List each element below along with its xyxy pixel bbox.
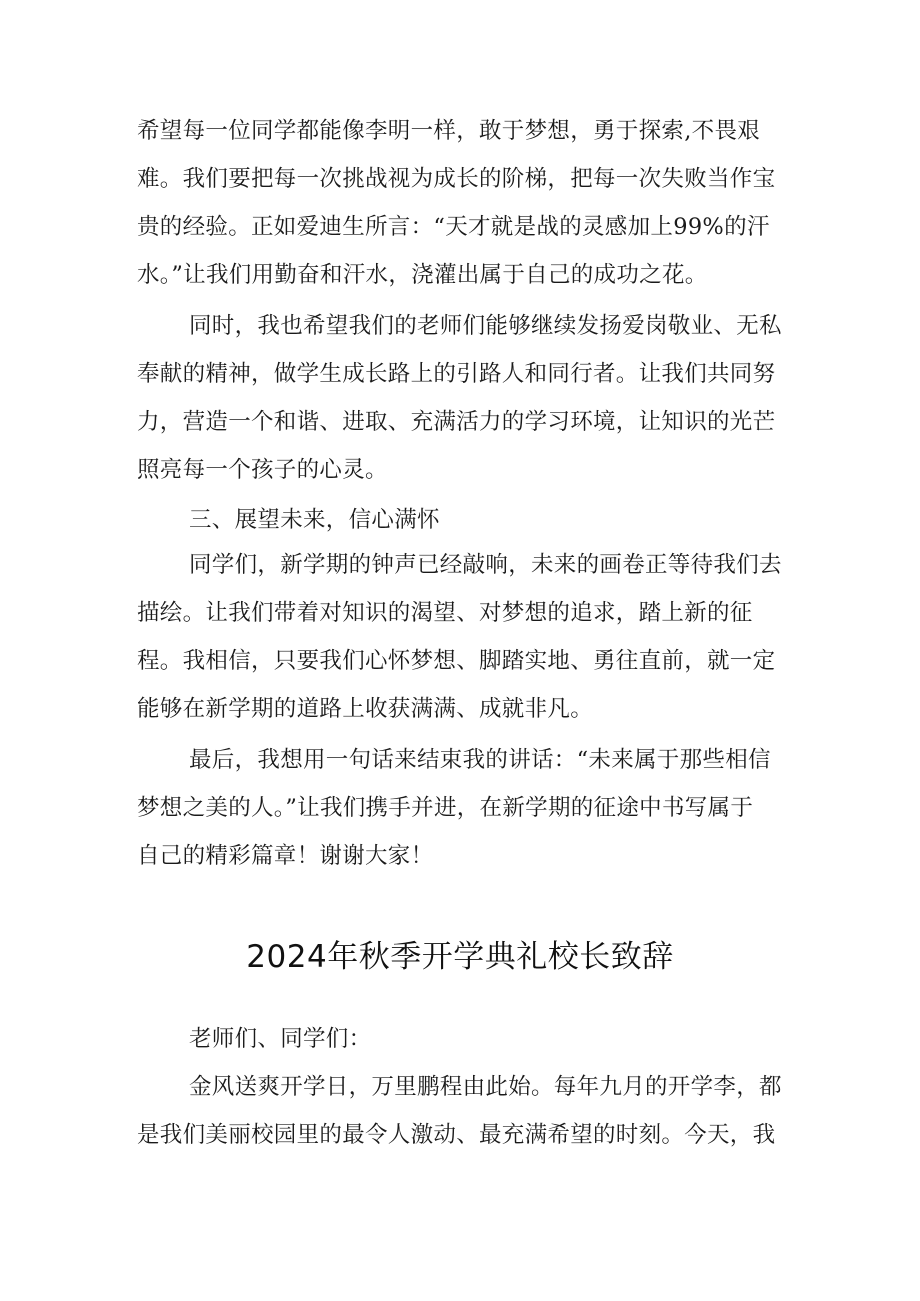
paragraph-line: 希望每一位同学都能像李明一样，敢于梦想，勇于探索,不畏艰	[137, 118, 761, 144]
greeting: 老师们、同学们：	[189, 1026, 372, 1052]
paragraph-line: 自己的精彩篇章！谢谢大家！	[137, 843, 434, 869]
paragraph-line: 难。我们要把每一次挑战视为成长的阶梯，把每一次失败当作宝	[137, 166, 776, 192]
paragraph-line: 是我们美丽校园里的最令人激动、最充满希望的时刻。今天，我	[137, 1122, 776, 1148]
paragraph-line: 金风送爽开学日，万里鹏程由此始。每年九月的开学李，都	[189, 1074, 782, 1100]
paragraph-line: 同时，我也希望我们的老师们能够继续发扬爱岗敬业、无私	[189, 313, 782, 339]
paragraph-line: 贵的经验。正如爱迪生所言：“天才就是战的灵感加上99%的汗	[137, 214, 770, 240]
document-title: 2024年秋季开学典礼校长致辞	[246, 939, 674, 975]
paragraph-line: 描绘。让我们带着对知识的渴望、对梦想的追求，踏上新的征	[137, 600, 753, 626]
paragraph-line: 最后，我想用一句话来结束我的讲话：“未来属于那些相信	[189, 747, 771, 773]
paragraph-line: 力，营造一个和谐、进取、充满活力的学习环境，让知识的光芒	[137, 409, 776, 435]
paragraph-line: 同学们，新学期的钟声已经敲响，未来的画卷正等待我们去	[189, 552, 782, 578]
paragraph-line: 奉献的精神，做学生成长路上的引路人和同行者。让我们共同努	[137, 361, 776, 387]
paragraph-line: 照亮每一个孩子的心灵。	[137, 457, 388, 483]
paragraph-line: 梦想之美的人。”让我们携手并进，在新学期的征途中书写属于	[137, 795, 754, 821]
paragraph-line: 程。我相信，只要我们心怀梦想、脚踏实地、勇往直前，就一定	[137, 648, 776, 674]
section-heading: 三、展望未来，信心满怀	[189, 507, 440, 533]
paragraph-line: 能够在新学期的道路上收获满满、成就非凡。	[137, 696, 594, 722]
paragraph-line: 水。”让我们用勤奋和汗水，浇灌出属于自己的成功之花。	[137, 262, 708, 288]
